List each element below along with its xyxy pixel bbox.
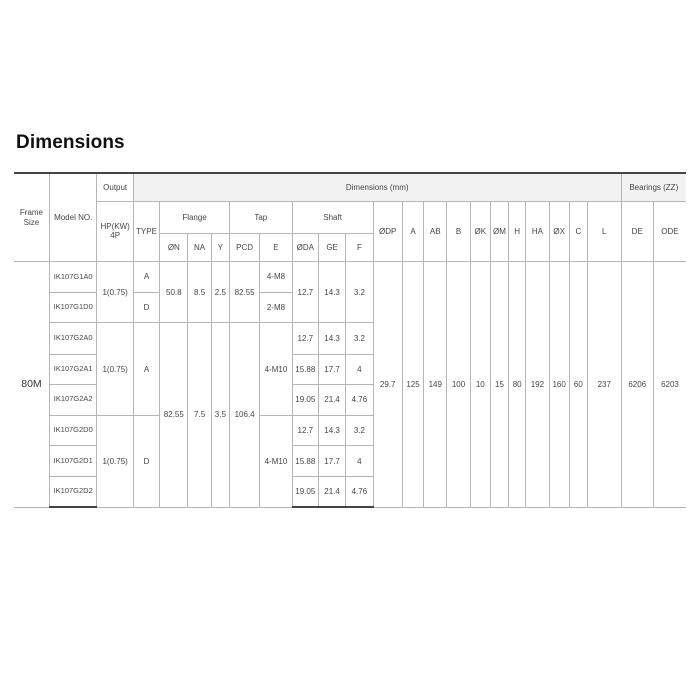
header-y: Y <box>211 233 229 261</box>
shaft-da-cell: 15.88 <box>292 354 318 384</box>
model-cell: IK107G2A0 <box>49 323 97 354</box>
dp-cell: 29.7 <box>373 262 402 508</box>
shaft-f-cell: 4.76 <box>346 384 373 415</box>
shaft-ge-cell: 14.3 <box>318 262 345 323</box>
h-cell: 80 <box>509 262 526 508</box>
shaft-f-cell: 3.2 <box>346 415 373 445</box>
header-c: C <box>569 201 587 261</box>
tap-e-cell: 4-M10 <box>260 323 292 416</box>
hp-cell: 1(0.75) <box>97 262 133 323</box>
header-pcd: PCD <box>229 233 259 261</box>
x-cell: 160 <box>549 262 569 508</box>
page-title: Dimensions <box>16 132 125 153</box>
model-cell: IK107G2D0 <box>49 415 97 445</box>
ab-cell: 149 <box>424 262 447 508</box>
header-a: A <box>402 201 423 261</box>
b-cell: 100 <box>447 262 470 508</box>
header-k: ØK <box>470 201 490 261</box>
header-output: Output <box>97 173 133 201</box>
shaft-da-cell: 19.05 <box>292 384 318 415</box>
m-cell: 15 <box>490 262 508 508</box>
header-na: NA <box>188 233 211 261</box>
pcd-cell: 82.55 <box>229 262 259 323</box>
header-x: ØX <box>549 201 569 261</box>
header-bearings: Bearings (ZZ) <box>621 173 686 201</box>
header-ab: AB <box>424 201 447 261</box>
shaft-f-cell: 3.2 <box>346 323 373 354</box>
a-cell: 125 <box>402 262 423 508</box>
ha-cell: 192 <box>526 262 549 508</box>
type-cell: D <box>133 293 159 323</box>
flange-y-cell: 2.5 <box>211 262 229 323</box>
shaft-da-cell: 15.88 <box>292 446 318 477</box>
flange-n-cell: 82.55 <box>160 323 188 507</box>
header-h: H <box>509 201 526 261</box>
header-n: ØN <box>160 233 188 261</box>
model-cell: IK107G2A2 <box>49 384 97 415</box>
shaft-da-cell: 12.7 <box>292 323 318 354</box>
shaft-ge-cell: 17.7 <box>318 354 345 384</box>
tap-e-cell: 2-M8 <box>260 293 292 323</box>
header-b: B <box>447 201 470 261</box>
type-cell: A <box>133 262 159 293</box>
model-cell: IK107G2D2 <box>49 477 97 507</box>
header-shaft: Shaft <box>292 201 373 233</box>
header-model-no: Model NO. <box>49 173 97 262</box>
header-da: ØDA <box>292 233 318 261</box>
shaft-f-cell: 4.76 <box>346 477 373 507</box>
ode-cell: 6203 <box>653 262 686 508</box>
tap-e-cell: 4-M8 <box>260 262 292 293</box>
shaft-da-cell: 12.7 <box>292 415 318 445</box>
l-cell: 237 <box>587 262 621 508</box>
shaft-ge-cell: 21.4 <box>318 384 345 415</box>
header-ha: HA <box>526 201 549 261</box>
model-cell: IK107G1D0 <box>49 293 97 323</box>
header-tap: Tap <box>229 201 292 233</box>
header-flange: Flange <box>160 201 230 233</box>
flange-na-cell: 8.5 <box>188 262 211 323</box>
shaft-f-cell: 4 <box>346 354 373 384</box>
shaft-f-cell: 3.2 <box>346 262 373 323</box>
header-dimensions: Dimensions (mm) <box>133 173 621 201</box>
flange-na-cell: 7.5 <box>188 323 211 507</box>
hp-cell: 1(0.75) <box>97 415 133 507</box>
header-ode: ODE <box>653 201 686 261</box>
de-cell: 6206 <box>621 262 653 508</box>
tap-e-cell: 4-M10 <box>260 415 292 507</box>
type-cell: D <box>133 415 159 507</box>
shaft-ge-cell: 17.7 <box>318 446 345 477</box>
header-ge: GE <box>318 233 345 261</box>
header-f: F <box>346 233 373 261</box>
shaft-f-cell: 4 <box>346 446 373 477</box>
hp-cell: 1(0.75) <box>97 323 133 416</box>
pcd-cell: 106.4 <box>229 323 259 507</box>
shaft-ge-cell: 14.3 <box>318 323 345 354</box>
header-frame-size: Frame Size <box>14 173 49 262</box>
c-cell: 60 <box>569 262 587 508</box>
flange-n-cell: 50.8 <box>160 262 188 323</box>
header-hp-kw: HP(KW) 4P <box>97 201 133 261</box>
header-type: TYPE <box>133 201 159 261</box>
dimensions-table <box>14 172 686 508</box>
frame-size-cell: 80M <box>14 262 49 508</box>
header-m: ØM <box>490 201 508 261</box>
shaft-da-cell: 12.7 <box>292 262 318 323</box>
model-cell: IK107G1A0 <box>49 262 97 293</box>
shaft-ge-cell: 21.4 <box>318 477 345 507</box>
model-cell: IK107G2A1 <box>49 354 97 384</box>
type-cell: A <box>133 323 159 416</box>
k-cell: 10 <box>470 262 490 508</box>
shaft-da-cell: 19.05 <box>292 477 318 507</box>
header-l: L <box>587 201 621 261</box>
header-dp: ØDP <box>373 201 402 261</box>
shaft-ge-cell: 14.3 <box>318 415 345 445</box>
header-de: DE <box>621 201 653 261</box>
model-cell: IK107G2D1 <box>49 446 97 477</box>
flange-y-cell: 3.5 <box>211 323 229 507</box>
header-e: E <box>260 233 292 261</box>
